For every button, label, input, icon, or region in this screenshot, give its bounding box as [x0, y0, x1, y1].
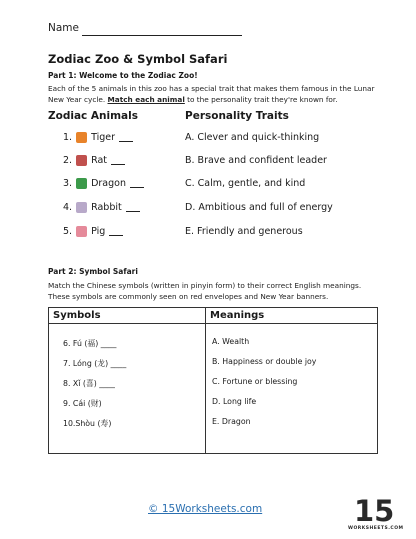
- animal-item: [63, 155, 125, 166]
- trait-item: B. Brave and confident leader: [185, 155, 327, 166]
- animal-name: Rat: [91, 155, 108, 166]
- part1-heading: Part 1: Welcome to the Zodiac Zoo!: [48, 71, 198, 80]
- animal-item: [63, 132, 133, 143]
- symbols-column-header: Symbols: [49, 308, 206, 324]
- meaning-item: A. Wealth: [212, 337, 250, 346]
- animal-number: 5.: [63, 226, 73, 237]
- worksheet-title: Zodiac Zoo & Symbol Safari: [48, 52, 228, 66]
- animal-number: 2.: [63, 155, 73, 166]
- part2-heading: Part 2: Symbol Safari: [48, 267, 138, 276]
- trait-item: E. Friendly and generous: [185, 226, 303, 237]
- name-label: Name: [48, 22, 79, 34]
- animal-name: Pig: [91, 226, 106, 237]
- personality-traits-heading: Personality Traits: [185, 110, 289, 122]
- meaning-item: C. Fortune or blessing: [212, 377, 298, 386]
- rat-icon: [76, 155, 87, 166]
- meaning-item: B. Happiness or double joy: [212, 357, 317, 366]
- answer-blank[interactable]: [111, 156, 125, 165]
- answer-blank[interactable]: [130, 179, 144, 188]
- zodiac-animals-heading: Zodiac Animals: [48, 110, 138, 122]
- pig-icon: [76, 226, 87, 237]
- meaning-item: D. Long life: [212, 397, 257, 406]
- animal-name: Tiger: [91, 132, 116, 143]
- part1-intro: Each of the 5 animals in this zoo has a special trait that makes them famous in the Lunar New Year cycle. Match each animal to the personality trait they're known for.: [48, 84, 375, 104]
- rabbit-icon: [76, 202, 87, 213]
- animal-number: 1.: [63, 132, 73, 143]
- part2-intro: Match the Chinese symbols (written in pinyin form) to their correct English meanings. These symbols are commonly seen on red envelopes and New Year banners.: [48, 281, 362, 301]
- meaning-item: E. Dragon: [212, 417, 251, 426]
- answer-blank[interactable]: [126, 203, 140, 212]
- trait-item: C. Calm, gentle, and kind: [185, 178, 306, 189]
- symbol-item: 7. Lóng (龙) ____: [63, 359, 127, 368]
- symbol-item: 6. Fú (福) ____: [63, 339, 117, 348]
- symbol-item: 9. Cái (财): [63, 399, 102, 408]
- tiger-icon: [76, 132, 87, 143]
- animal-name: Dragon: [91, 178, 126, 189]
- animal-item: [63, 226, 123, 237]
- trait-item: A. Clever and quick-thinking: [185, 132, 320, 143]
- dragon-icon: [76, 178, 87, 189]
- animal-number: 3.: [63, 178, 73, 189]
- symbol-item: 10.Shòu (寿): [63, 419, 112, 428]
- symbols-table: [48, 307, 378, 454]
- animal-name: Rabbit: [91, 202, 122, 213]
- meanings-column-header: Meanings: [206, 308, 378, 324]
- symbol-item: 8. Xǐ (喜) ____: [63, 379, 115, 388]
- trait-item: D. Ambitious and full of energy: [185, 202, 333, 213]
- footer-link[interactable]: © 15Worksheets.com: [148, 503, 263, 515]
- answer-blank[interactable]: [119, 133, 133, 142]
- animal-item: [63, 178, 144, 189]
- name-blank-line[interactable]: [82, 35, 242, 36]
- worksheets-logo: 15 WORKSHEETS.COM: [348, 496, 386, 534]
- animal-item: [63, 202, 140, 213]
- animal-number: 4.: [63, 202, 73, 213]
- answer-blank[interactable]: [109, 227, 123, 236]
